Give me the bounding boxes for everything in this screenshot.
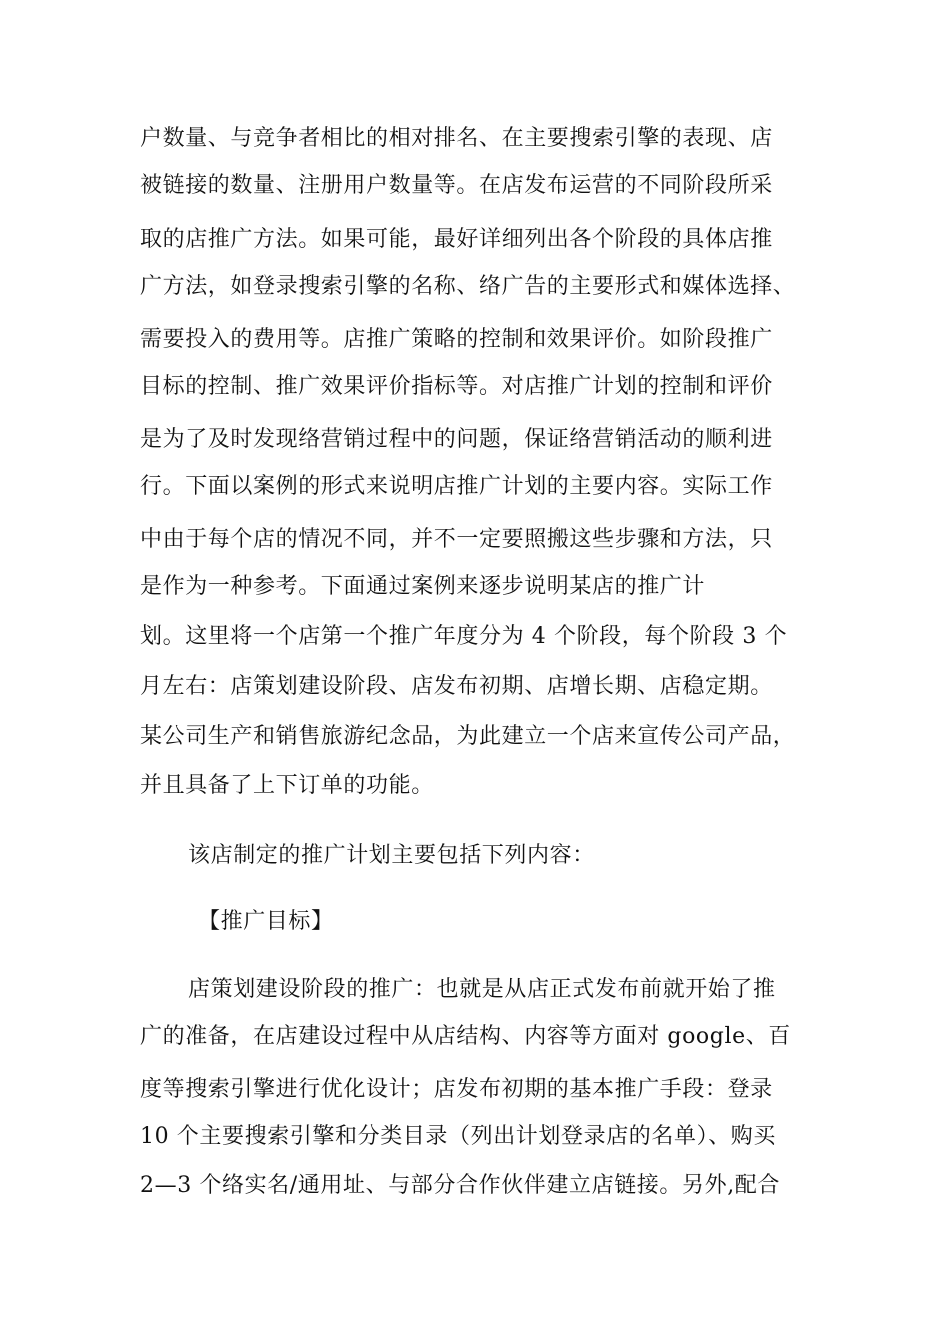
paragraph-line: 户数量、与竞争者相比的相对排名、在主要搜索引擎的表现、店 <box>140 126 773 151</box>
intro-line: 该店制定的推广计划主要包括下列内容： <box>188 843 595 868</box>
paragraph-line: 取的店推广方法。如果可能，最好详细列出各个阶段的具体店推 <box>140 227 773 252</box>
paragraph-line: 被链接的数量、注册用户数量等。在店发布运营的不同阶段所采 <box>140 173 773 198</box>
paragraph-line: 并且具备了上下订单的功能。 <box>140 773 434 798</box>
paragraph-line: 度等搜索引擎进行优化设计；店发布初期的基本推广手段：登录 <box>140 1077 773 1102</box>
paragraph-line: 划。这里将一个店第一个推广年度分为 4 个阶段，每个阶段 3 个 <box>140 624 788 649</box>
paragraph-line: 是作为一种参考。下面通过案例来逐步说明某店的推广计 <box>140 574 706 599</box>
paragraph-line: 是为了及时发现络营销过程中的问题，保证络营销活动的顺利进 <box>140 427 773 452</box>
paragraph-line: 目标的控制、推广效果评价指标等。对店推广计划的控制和评价 <box>140 374 773 399</box>
paragraph-line: 店策划建设阶段的推广：也就是从店正式发布前就开始了推 <box>188 977 776 1002</box>
paragraph-line: 某公司生产和销售旅游纪念品，为此建立一个店来宣传公司产品， <box>140 724 796 749</box>
paragraph-line: 广的准备，在店建设过程中从店结构、内容等方面对 google、百 <box>140 1024 791 1049</box>
section-heading: 【推广目标】 <box>198 909 334 934</box>
paragraph-line: 中由于每个店的情况不同，并不一定要照搬这些步骤和方法，只 <box>140 527 773 552</box>
paragraph-line: 广方法，如登录搜索引擎的名称、络广告的主要形式和媒体选择、 <box>140 274 796 299</box>
paragraph-line: 2—3 个络实名/通用址、与部分合作伙伴建立店链接。另外,配合 <box>140 1173 780 1198</box>
paragraph-line: 10 个主要搜索引擎和分类目录（列出计划登录店的名单）、购买 <box>140 1124 776 1149</box>
paragraph-line: 需要投入的费用等。店推广策略的控制和效果评价。如阶段推广 <box>140 327 773 352</box>
paragraph-line: 月左右：店策划建设阶段、店发布初期、店增长期、店稳定期。 <box>140 674 773 699</box>
paragraph-line: 行。下面以案例的形式来说明店推广计划的主要内容。实际工作 <box>140 474 773 499</box>
